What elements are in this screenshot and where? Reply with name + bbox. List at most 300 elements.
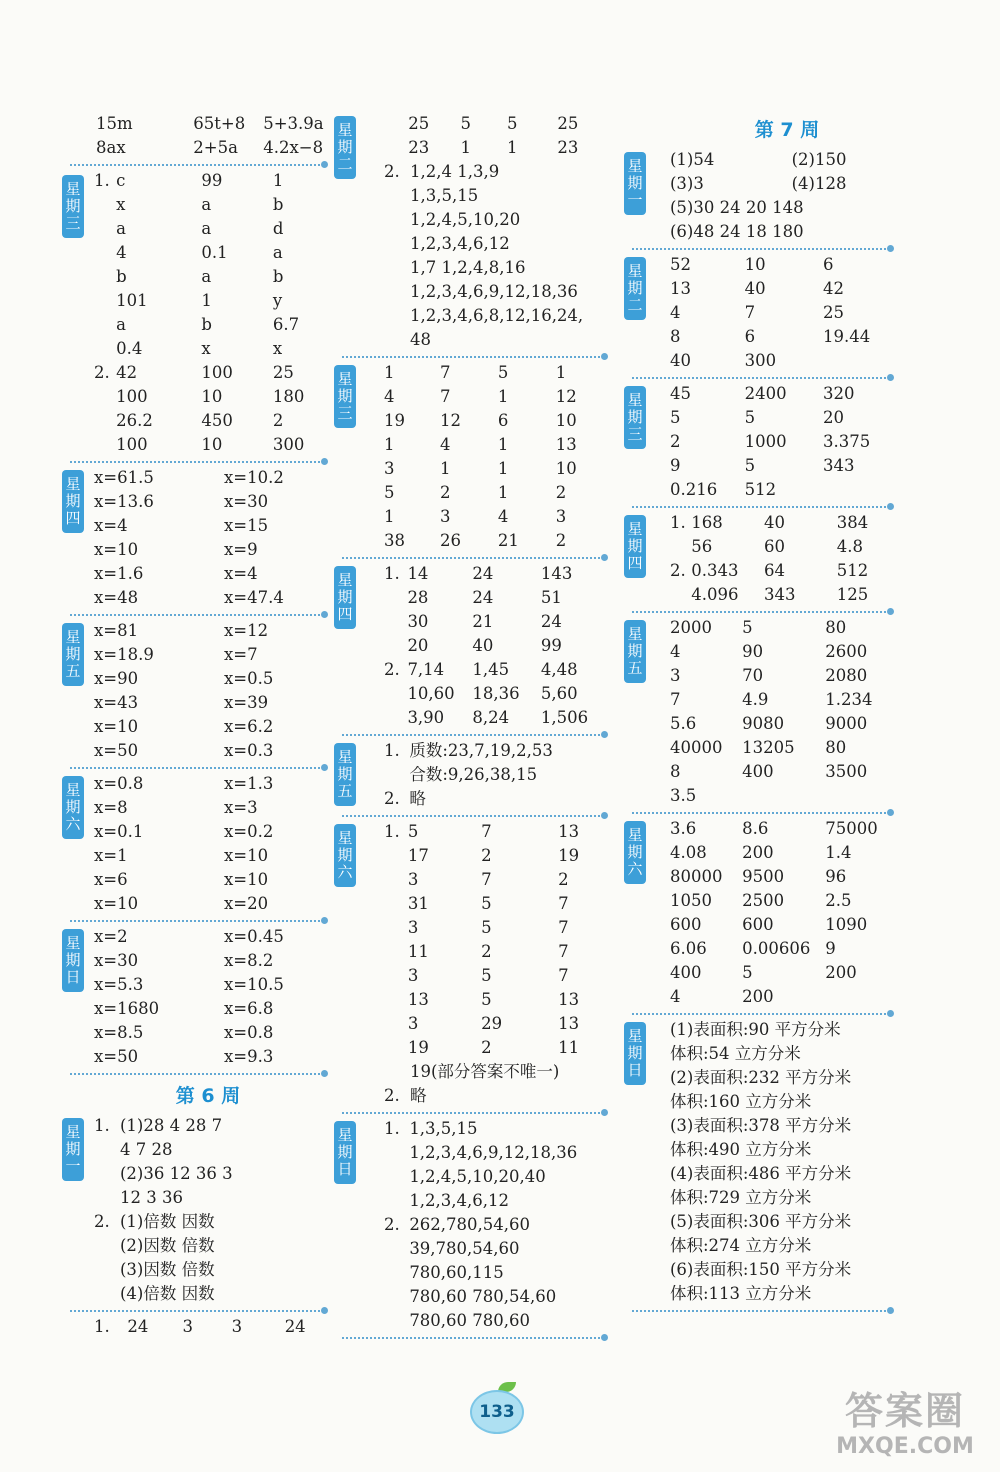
answer-cell: 1,2,4,5,10,20,40 (409, 1167, 546, 1186)
answer-cell: 2400 (744, 384, 787, 403)
answer-cell: 1 (497, 483, 509, 502)
answer-cell: x (116, 195, 126, 214)
answer-row (670, 1042, 890, 1066)
answer-row (670, 1114, 890, 1138)
answer-row (670, 841, 890, 865)
answer-cell (94, 385, 116, 409)
answer-row (384, 385, 604, 409)
answer-cell: x=61.5 (94, 468, 154, 487)
answer-row (384, 658, 604, 682)
answer-cell (94, 433, 116, 457)
answer-cell: x=6.8 (224, 999, 274, 1018)
answer-cell: 52 (670, 255, 691, 274)
answer-cell: 21 (497, 531, 519, 550)
answer-cell: a (201, 219, 212, 238)
answer-cell: 40 (744, 279, 766, 298)
answer-cell: x=5.3 (94, 975, 144, 994)
answer-cell: 90 (742, 642, 764, 661)
answer-cell (94, 217, 116, 241)
answer-cell (384, 964, 408, 988)
day-tag: 星 期 二 (334, 116, 356, 179)
answer-row (384, 505, 604, 529)
answer-row (384, 304, 604, 328)
answer-cell: 7 (439, 387, 451, 406)
answer-cell: 7 (558, 966, 569, 985)
answer-cell: 6.7 (272, 315, 300, 334)
answer-cell: x=47.4 (224, 588, 284, 607)
answer-cell (384, 682, 407, 706)
answer-cell: x=0.2 (224, 822, 274, 841)
section-body (624, 616, 890, 808)
answer-cell (384, 328, 410, 352)
answer-row (384, 964, 604, 988)
answer-cell: 1.4 (825, 843, 852, 862)
section-body (62, 925, 324, 1069)
day-tag: 星 期 六 (624, 821, 646, 884)
answer-row (384, 160, 604, 184)
answer-cell: 1,2,4,5,10,20 (410, 210, 521, 229)
answer-cell: 23 (557, 138, 579, 157)
answer-cell: 9500 (742, 867, 785, 886)
answer-cell (94, 265, 116, 289)
answer-cell (804, 220, 890, 244)
answer-cell: 512 (744, 480, 777, 499)
answer-cell: x=0.8 (94, 774, 144, 793)
answer-row (384, 988, 604, 1012)
section-sun (334, 1117, 604, 1333)
answer-cell: 24 (472, 588, 494, 607)
answer-cell: 10,60 (407, 684, 455, 703)
answer-cell: 6 (497, 411, 509, 430)
dotted-divider (70, 614, 324, 616)
answer-row (384, 1213, 604, 1237)
answer-cell: 25 (408, 114, 430, 133)
answer-row (94, 949, 324, 973)
answer-cell (384, 610, 407, 634)
dotted-divider (70, 461, 324, 463)
answer-row (384, 586, 604, 610)
answer-row (670, 1090, 890, 1114)
answer-cell: 13 (555, 435, 577, 454)
day-tag: 星 期 三 (62, 175, 84, 238)
answer-cell (384, 1036, 408, 1060)
answer-row (670, 817, 890, 841)
answer-cell: (1)54 (670, 150, 715, 169)
answer-row (94, 514, 324, 538)
answer-cell: 5 (481, 894, 492, 913)
answer-row (384, 328, 604, 352)
answer-cell: 9080 (742, 714, 785, 733)
answer-cell: 5,60 (540, 684, 578, 703)
answer-cell: x=39 (224, 693, 269, 712)
answer-cell: 4 (384, 387, 395, 406)
answer-cell: x=43 (94, 693, 139, 712)
answer-cell: 56 (691, 537, 713, 556)
answer-cell: 3 (670, 666, 681, 685)
answer-cell (94, 193, 116, 217)
answer-row (384, 136, 604, 160)
answer-cell (384, 304, 410, 328)
section-top (62, 112, 324, 160)
answer-cell: x=0.45 (224, 927, 284, 946)
section-sat (334, 820, 604, 1108)
answer-row (670, 961, 890, 985)
answer-row (670, 382, 890, 406)
section-mon (624, 148, 890, 244)
answer-cell: 80 (825, 738, 847, 757)
answer-cell: 1. (94, 171, 110, 190)
answer-cell: 1 (272, 171, 284, 190)
answer-cell: 2. (670, 561, 686, 580)
answer-cell: 4 (497, 507, 509, 526)
answer-cell (384, 1309, 409, 1333)
answer-cell: x=90 (94, 669, 139, 688)
answer-row (94, 892, 324, 916)
answer-row (94, 169, 324, 193)
answer-cell: 28 (407, 588, 429, 607)
answer-cell (384, 1141, 409, 1165)
section-body (62, 1315, 324, 1339)
dotted-divider (70, 767, 324, 769)
answer-row (384, 1036, 604, 1060)
answer-row (94, 715, 324, 739)
answer-row (670, 1186, 890, 1210)
answer-cell: b (272, 195, 284, 214)
answer-cell: 3 (231, 1317, 243, 1336)
answer-cell (94, 1258, 120, 1282)
section-body (62, 1114, 324, 1306)
answer-cell: 11 (407, 942, 429, 961)
answer-cell: x=10 (94, 540, 139, 559)
answer-row (384, 481, 604, 505)
answer-cell: 合数:9,26,38,15 (409, 765, 538, 784)
answer-cell: 3 (182, 1317, 193, 1336)
answer-cell: x=8.2 (224, 951, 274, 970)
dotted-divider (70, 1073, 324, 1075)
answer-cell: a (116, 219, 126, 238)
answer-cell: x=2 (94, 927, 128, 946)
answer-cell: 2. (94, 363, 110, 382)
answer-cell: x=8.5 (94, 1023, 144, 1042)
answer-cell: 8ax (96, 138, 126, 157)
answer-cell: 384 (836, 513, 869, 532)
answer-row (384, 820, 604, 844)
answer-cell (384, 892, 408, 916)
answer-row (670, 511, 890, 535)
answer-row (670, 583, 890, 607)
answer-cell (742, 784, 825, 808)
answer-cell: 0.216 (670, 480, 718, 499)
dotted-divider (342, 734, 604, 736)
answer-cell (384, 280, 410, 304)
day-tag: 星 期 五 (624, 620, 646, 683)
answer-cell: 13 (407, 990, 429, 1009)
answer-cell: 13205 (742, 738, 795, 757)
answer-cell: x=0.5 (224, 669, 274, 688)
answer-row (94, 1162, 324, 1186)
answer-row (384, 706, 604, 730)
answer-cell: 39,780,54,60 (409, 1239, 520, 1258)
section-fri (62, 619, 324, 763)
answer-cell: 200 (825, 963, 857, 982)
answer-cell: 24 (472, 564, 494, 583)
answer-cell: 29 (481, 1014, 503, 1033)
answer-cell: 2500 (742, 891, 785, 910)
answer-cell: 42 (823, 279, 845, 298)
answer-row (94, 925, 324, 949)
answer-row (94, 643, 324, 667)
answer-row (94, 433, 324, 457)
answer-cell: 143 (540, 564, 573, 583)
answer-row (94, 1045, 324, 1069)
answer-cell: x=30 (94, 951, 139, 970)
answer-cell: 0.1 (201, 243, 228, 262)
answer-note: 19(部分答案不唯一) (410, 1062, 560, 1081)
answer-cell: 4 7 28 (120, 1140, 173, 1159)
answer-cell: x=4 (224, 564, 258, 583)
dotted-divider (632, 248, 890, 250)
answer-cell: 0.00606 (742, 939, 811, 958)
answer-row (670, 1234, 890, 1258)
answer-cell: x=0.1 (94, 822, 144, 841)
answer-cell: 100 (116, 435, 148, 454)
section-thu (334, 562, 604, 730)
answer-cell: 8,24 (472, 708, 510, 727)
answer-cell: 8 (670, 762, 681, 781)
answer-cell (823, 349, 890, 373)
answer-cell: x (201, 339, 211, 358)
dotted-divider (632, 1310, 890, 1312)
answer-cell: x=50 (94, 1047, 139, 1066)
answer-row (384, 184, 604, 208)
answer-cell: 5 (460, 114, 471, 133)
section-body (62, 466, 324, 610)
answer-row (94, 1234, 324, 1258)
answer-cell: 2 (555, 531, 567, 550)
answer-cell: (2)表面积:232 平方分米 (670, 1068, 852, 1087)
answer-cell: 3 (407, 1014, 419, 1033)
answer-cell: 1.234 (825, 690, 873, 709)
answer-row (670, 1258, 890, 1282)
answer-cell (384, 232, 410, 256)
answer-row (384, 433, 604, 457)
day-tag: 星 期 二 (624, 257, 646, 320)
answer-cell: 2 (555, 483, 567, 502)
answer-cell: x=8 (94, 798, 128, 817)
answer-cell: 168 (691, 513, 723, 532)
answer-row (384, 529, 604, 553)
answer-row (670, 559, 890, 583)
answer-cell: 1,3,5,15 (410, 186, 479, 205)
answer-cell: 3.6 (670, 819, 697, 838)
answer-cell: 24 (127, 1317, 149, 1336)
answer-cell: 512 (836, 561, 869, 580)
answer-row (94, 193, 324, 217)
answer-column-3 (624, 112, 890, 1315)
section-wed (624, 382, 890, 502)
dotted-divider (70, 1310, 324, 1312)
answer-cell: (6)表面积:150 平方分米 (670, 1260, 852, 1279)
answer-cell: 1,2,3,4,6,8,12,16,24, (410, 306, 584, 325)
answer-cell: 5 (744, 456, 756, 475)
answer-cell: x=15 (224, 516, 269, 535)
answer-cell: 1 (497, 435, 509, 454)
answer-cell: 1 (384, 507, 395, 526)
answer-row (670, 535, 890, 559)
answer-cell: 30 (407, 612, 429, 631)
answer-row (94, 241, 324, 265)
answer-cell: 99 (540, 636, 562, 655)
answer-cell: 9000 (825, 714, 868, 733)
answer-cell: 5 (507, 114, 518, 133)
answer-cell: 7 (439, 363, 451, 382)
answer-cell: 体积:274 立方分米 (670, 1236, 812, 1255)
answer-cell: 3.5 (670, 786, 697, 805)
answer-cell: 26.2 (116, 411, 153, 430)
answer-row (384, 1189, 604, 1213)
answer-cell: x=9.3 (224, 1047, 274, 1066)
day-tag: 星 期 三 (624, 386, 646, 449)
answer-row (384, 787, 604, 811)
answer-cell: 125 (836, 585, 869, 604)
dotted-divider (70, 164, 324, 166)
answer-cell: 略 (409, 789, 426, 808)
answer-row (384, 763, 604, 787)
answer-cell: 5 (481, 966, 492, 985)
answer-cell: 1 (507, 138, 518, 157)
answer-cell: 1 (497, 387, 509, 406)
answer-cell: 100 (201, 363, 233, 382)
answer-cell: 780,60 780,54,60 (409, 1287, 557, 1306)
section-sun (624, 1018, 890, 1306)
answer-row (94, 490, 324, 514)
answer-cell: 0.343 (691, 561, 739, 580)
answer-cell: 51 (540, 588, 562, 607)
answer-cell (384, 706, 407, 730)
answer-row (96, 136, 324, 160)
answer-row (670, 196, 890, 220)
answer-cell: (3)表面积:378 平方分米 (670, 1116, 852, 1135)
day-tag: 星 期 日 (334, 1121, 356, 1184)
answer-row (94, 1114, 324, 1138)
answer-cell: 1. (94, 1317, 110, 1336)
answer-row (384, 232, 604, 256)
answer-cell: 400 (670, 963, 702, 982)
answer-row (384, 1237, 604, 1261)
answer-row (384, 892, 604, 916)
answer-cell: (1)倍数 因数 (120, 1212, 215, 1231)
answer-row (384, 634, 604, 658)
answer-column-1 (62, 112, 324, 1339)
answer-cell: 1 (497, 459, 509, 478)
day-tag: 星 期 一 (624, 152, 646, 215)
answer-cell: 2 (439, 483, 451, 502)
answer-cell: 450 (201, 411, 233, 430)
answer-cell: 3 (407, 918, 419, 937)
answer-cell: 1 (439, 459, 451, 478)
dotted-divider (342, 557, 604, 559)
answer-cell: x=50 (94, 741, 139, 760)
answer-cell: 343 (823, 456, 855, 475)
answer-cell: 343 (764, 585, 796, 604)
dotted-divider (70, 920, 324, 922)
dotted-divider (342, 356, 604, 358)
section-sat (624, 817, 890, 1009)
answer-cell: (4)表面积:486 平方分米 (670, 1164, 852, 1183)
answer-row (670, 148, 890, 172)
answer-cell (94, 1162, 120, 1186)
answer-cell: 25 (272, 363, 294, 382)
answer-cell (384, 256, 410, 280)
answer-cell: 7 (558, 894, 569, 913)
answer-cell: x=1.3 (224, 774, 274, 793)
answer-cell (94, 241, 116, 265)
day-tag: 星 期 四 (624, 515, 646, 578)
answer-row (94, 313, 324, 337)
answer-row (94, 562, 324, 586)
answer-cell: 7 (481, 822, 492, 841)
answer-cell: 19.44 (823, 327, 871, 346)
answer-row (94, 619, 324, 643)
answer-cell: 7 (670, 690, 681, 709)
answer-cell: 2. (384, 1086, 400, 1105)
answer-cell: (3)3 (670, 174, 704, 193)
answer-cell (804, 196, 890, 220)
answer-cell: 600 (670, 915, 702, 934)
answer-cell: 3,90 (407, 708, 445, 727)
answer-row (384, 1141, 604, 1165)
answer-cell: 5 (742, 963, 753, 982)
answer-row (670, 172, 890, 196)
answer-cell: 200 (742, 987, 774, 1006)
answer-row (384, 916, 604, 940)
answer-row (94, 1282, 324, 1306)
answer-row (670, 478, 890, 502)
section-body (334, 1117, 604, 1333)
answer-cell: c (116, 171, 126, 190)
answer-cell: x=10.2 (224, 468, 284, 487)
answer-cell: 0.4 (116, 339, 143, 358)
answer-cell (384, 1285, 409, 1309)
answer-row (670, 277, 890, 301)
answer-cell: 40 (764, 513, 786, 532)
answer-cell: 5 (744, 408, 756, 427)
answer-cell: a (201, 195, 212, 214)
answer-cell: 4.8 (836, 537, 864, 556)
answer-row (94, 1315, 324, 1339)
answer-row (670, 712, 890, 736)
answer-cell: 70 (742, 666, 764, 685)
section-body (334, 112, 604, 352)
section-sun (62, 925, 324, 1069)
answer-cell: 12 (555, 387, 577, 406)
answer-row (384, 1165, 604, 1189)
answer-row (670, 1066, 890, 1090)
answer-cell: 2 (670, 432, 681, 451)
answer-cell: x=18.9 (94, 645, 154, 664)
answer-row (384, 739, 604, 763)
answer-cell: 780,60,115 (409, 1263, 504, 1282)
answer-cell: x=7 (224, 645, 258, 664)
answer-cell: (4)倍数 因数 (120, 1284, 215, 1303)
answer-row (94, 997, 324, 1021)
answer-row (94, 691, 324, 715)
answer-cell: 3 (555, 507, 567, 526)
answer-cell: 1,2,3,4,6,12 (410, 234, 510, 253)
answer-cell: x=12 (224, 621, 269, 640)
answer-cell: 780,60 780,60 (409, 1311, 531, 1330)
answer-cell: 4 (670, 303, 681, 322)
